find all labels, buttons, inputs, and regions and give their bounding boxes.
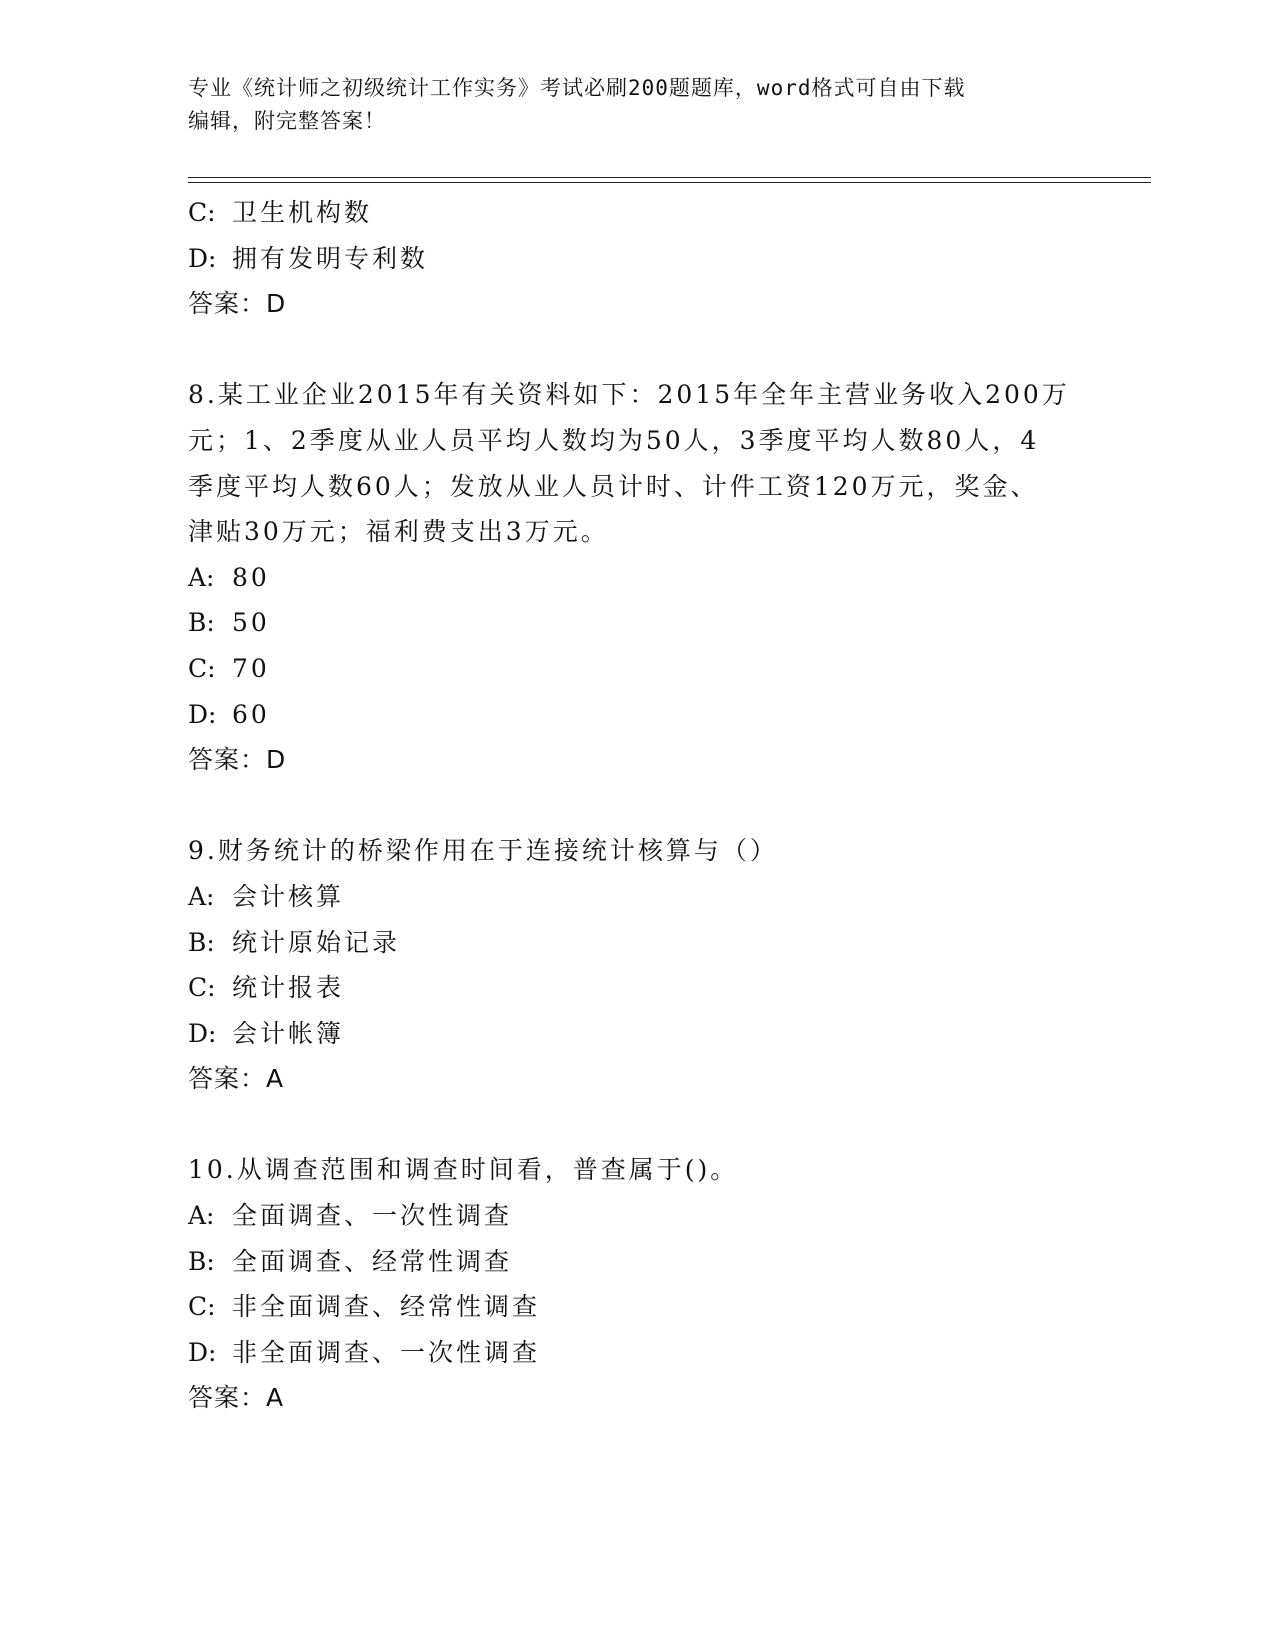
option-row (188, 920, 1088, 966)
option-text: 80 (232, 562, 270, 592)
option-row (188, 555, 1088, 601)
answer-line: 答案：D (188, 289, 287, 319)
option-text: 会计核算 (232, 881, 345, 911)
answer-line: 答案：D (188, 745, 287, 775)
option-label: D: (188, 699, 217, 729)
option-text: 统计原始记录 (232, 927, 401, 957)
option-label: B: (188, 1246, 215, 1276)
header-line-2: 编辑，附完整答案！ (188, 109, 386, 133)
option-label: D: (188, 243, 217, 273)
header-rule-top (188, 177, 1151, 178)
option-row (188, 965, 1088, 1011)
question-text-line: 季度平均人数60人；发放从业人员计时、计件工资120万元，奖金、 (188, 471, 1039, 501)
option-label: A: (188, 562, 215, 592)
option-row (188, 1239, 1088, 1285)
option-label: C: (188, 973, 216, 1003)
answer-line: 答案：A (188, 1064, 285, 1094)
option-text: 70 (232, 653, 270, 683)
question-8 (188, 372, 1088, 782)
option-text: 全面调查、一次性调查 (232, 1201, 513, 1231)
prev-question (188, 190, 1088, 327)
option-row (188, 692, 1088, 738)
option-row (188, 236, 1088, 282)
option-text: 全面调查、经常性调查 (232, 1246, 513, 1276)
option-text: 统计报表 (232, 973, 345, 1003)
option-row (188, 1193, 1088, 1239)
option-text: 拥有发明专利数 (232, 243, 429, 273)
header-rule-bottom (188, 182, 1151, 183)
option-row (188, 1284, 1088, 1330)
question-content (188, 190, 1088, 1421)
spacer (188, 783, 1088, 829)
option-label: D: (188, 1337, 217, 1367)
spacer (188, 327, 1088, 373)
question-10 (188, 1147, 1088, 1421)
option-text: 60 (232, 699, 270, 729)
document-header (188, 72, 1088, 138)
option-text: 会计帐簿 (232, 1018, 345, 1048)
option-text: 非全面调查、经常性调查 (232, 1292, 541, 1322)
option-label: C: (188, 198, 216, 227)
option-text: 50 (232, 608, 270, 638)
option-label: B: (188, 608, 215, 638)
answer-line: 答案：A (188, 1383, 285, 1413)
option-row (188, 190, 1088, 236)
question-text-line: 8.某工业企业2015年有关资料如下：2015年全年主营业务收入200万 (188, 380, 1070, 410)
question-9 (188, 828, 1088, 1102)
spacer (188, 1102, 1088, 1148)
option-label: C: (188, 1292, 216, 1322)
option-label: A: (188, 1201, 215, 1231)
option-text: 非全面调查、一次性调查 (232, 1337, 541, 1367)
option-label: A: (188, 881, 215, 911)
option-label: D: (188, 1018, 217, 1048)
option-row (188, 646, 1088, 692)
question-text-line: 元；1、2季度从业人员平均人数均为50人，3季度平均人数80人，4 (188, 425, 1040, 455)
option-label: B: (188, 927, 215, 957)
option-row (188, 1011, 1088, 1057)
question-text-line: 9.财务统计的桥梁作用在于连接统计核算与（） (188, 836, 778, 866)
header-line-1: 专业《统计师之初级统计工作实务》考试必刷200题题库，word格式可自由下载 (188, 76, 966, 100)
option-row (188, 874, 1088, 920)
option-row (188, 600, 1088, 646)
question-text-line: 津贴30万元；福利费支出3万元。 (188, 517, 609, 547)
option-text: 卫生机构数 (232, 198, 373, 227)
question-text-line: 10.从调查范围和调查时间看，普查属于()。 (188, 1155, 739, 1185)
option-label: C: (188, 653, 216, 683)
option-row (188, 1330, 1088, 1376)
